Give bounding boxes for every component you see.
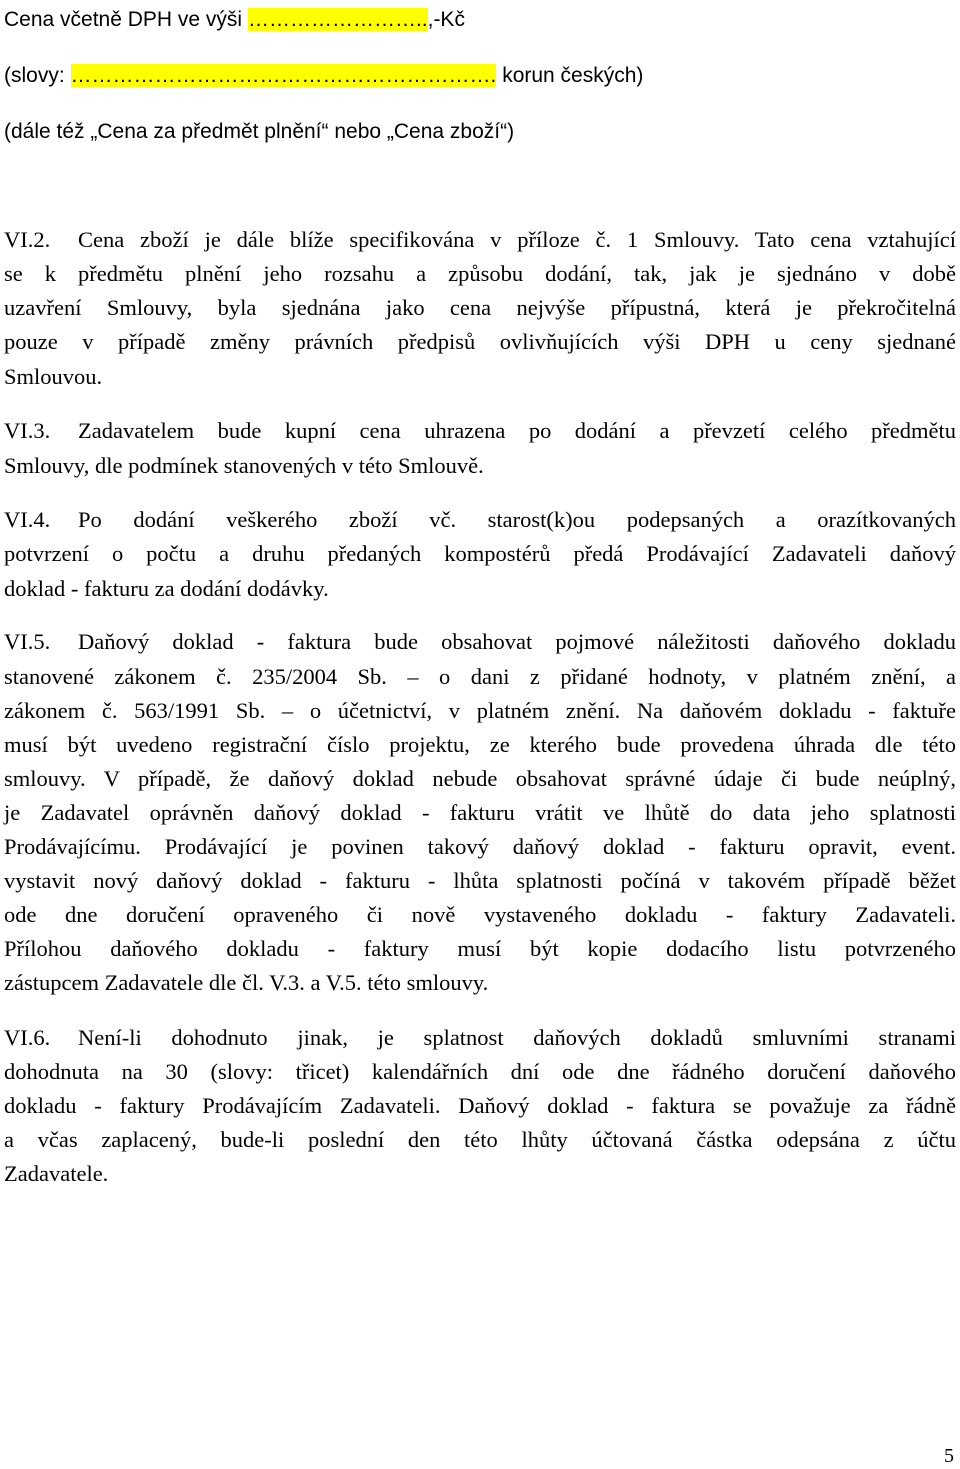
section-vi5-line: ode dne doručení opraveného či nově vystaveného dokladu - faktury Zadavateli. xyxy=(4,902,956,927)
section-vi5-line: stanovené zákonem č. 235/2004 Sb. – o dani z přidané hodnoty, v platném znění, a xyxy=(4,664,956,689)
price-alias-line: (dále též „Cena za předmět plnění“ nebo „Cena zboží“) xyxy=(4,120,515,143)
section-text: Daňový doklad - faktura bude obsahovat pojmové náležitosti daňového dokladu xyxy=(78,629,956,654)
section-vi4-first-line xyxy=(4,506,956,534)
section-vi3-last-line: Smlouvy, dle podmínek stanovených v této Smlouvě. xyxy=(4,453,484,478)
price-amount-blank[interactable]: …………………….. xyxy=(247,8,428,31)
section-vi4-line: potvrzení o počtu a druhu předaných kompostérů předá Prodávající Zadavateli daňový xyxy=(4,541,956,566)
price-words-blank[interactable]: ……………………………………………………. xyxy=(70,64,497,87)
section-number: VI.4. xyxy=(4,507,51,532)
section-number: VI.6. xyxy=(4,1025,51,1050)
section-vi2-line: pouze v případě změny právních předpisů ovlivňujících výši DPH u ceny sjednané xyxy=(4,329,956,354)
price-words-suffix: korun českých) xyxy=(496,64,644,87)
section-vi6-line: a včas zaplacený, bude-li poslední den této lhůty účtovaná částka odepsána z účtu xyxy=(4,1127,956,1152)
section-vi6-line: dokladu - faktury Prodávajícím Zadavateli. Daňový doklad - faktura se považuje za řádně xyxy=(4,1093,956,1118)
section-text: Není-li dohodnuto jinak, je splatnost daňových dokladů smluvními stranami xyxy=(78,1025,956,1050)
section-vi4-last-line: doklad - fakturu za dodání dodávky. xyxy=(4,576,329,601)
section-vi5-first-line xyxy=(4,628,956,656)
price-label: Cena včetně DPH ve výši xyxy=(4,8,248,31)
price-words-line xyxy=(4,62,643,90)
price-words-label: (slovy: xyxy=(4,64,71,87)
price-line xyxy=(4,6,465,34)
section-vi2-line: se k předmětu plnění jeho rozsahu a způsobu dodání, tak, jak je sjednáno v době xyxy=(4,261,956,286)
section-vi5-line: smlouvy. V případě, že daňový doklad nebude obsahovat správné údaje či bude neúplný, xyxy=(4,766,956,791)
section-number: VI.3. xyxy=(4,418,51,443)
section-vi6-last-line: Zadavatele. xyxy=(4,1161,109,1186)
section-number: VI.5. xyxy=(4,629,51,654)
section-vi2-last-line: Smlouvou. xyxy=(4,364,103,389)
price-currency: ,-Kč xyxy=(427,8,465,31)
section-vi6-line: dohodnuta na 30 (slovy: třicet) kalendářních dní ode dne řádného doručení daňového xyxy=(4,1059,956,1084)
section-text: Po dodání veškerého zboží vč. starost(k)ou podepsaných a orazítkovaných xyxy=(78,507,956,532)
section-vi2-first-line xyxy=(4,226,956,254)
section-vi5-line: je Zadavatel oprávněn daňový doklad - fakturu vrátit ve lhůtě do data jeho splatnosti xyxy=(4,800,956,825)
section-vi5-last-line: zástupcem Zadavatele dle čl. V.3. a V.5. této smlouvy. xyxy=(4,970,489,995)
section-vi5-line: Přílohou daňového dokladu - faktury musí být kopie dodacího listu potvrzeného xyxy=(4,936,956,961)
section-vi2-line: uzavření Smlouvy, byla sjednána jako cena nejvýše přípustná, která je překročitelná xyxy=(4,295,956,320)
section-vi5-line: vystavit nový daňový doklad - fakturu - lhůta splatnosti počíná v takovém případě běžet xyxy=(4,868,956,893)
page-number: 5 xyxy=(944,1445,954,1467)
section-vi3-first-line xyxy=(4,417,956,445)
section-number: VI.2. xyxy=(4,227,51,252)
section-text: Cena zboží je dále blíže specifikována v příloze č. 1 Smlouvy. Tato cena vztahující xyxy=(78,227,956,252)
section-vi5-line: zákonem č. 563/1991 Sb. – o účetnictví, v platném znění. Na daňovém dokladu - faktuře xyxy=(4,698,956,723)
section-vi5-line: musí být uvedeno registrační číslo projektu, ze kterého bude provedena úhrada dle této xyxy=(4,732,956,757)
section-vi6-first-line xyxy=(4,1024,956,1052)
section-text: Zadavatelem bude kupní cena uhrazena po dodání a převzetí celého předmětu xyxy=(78,418,956,443)
section-vi5-line: Prodávajícímu. Prodávající je povinen takový daňový doklad - fakturu opravit, event. xyxy=(4,834,956,859)
